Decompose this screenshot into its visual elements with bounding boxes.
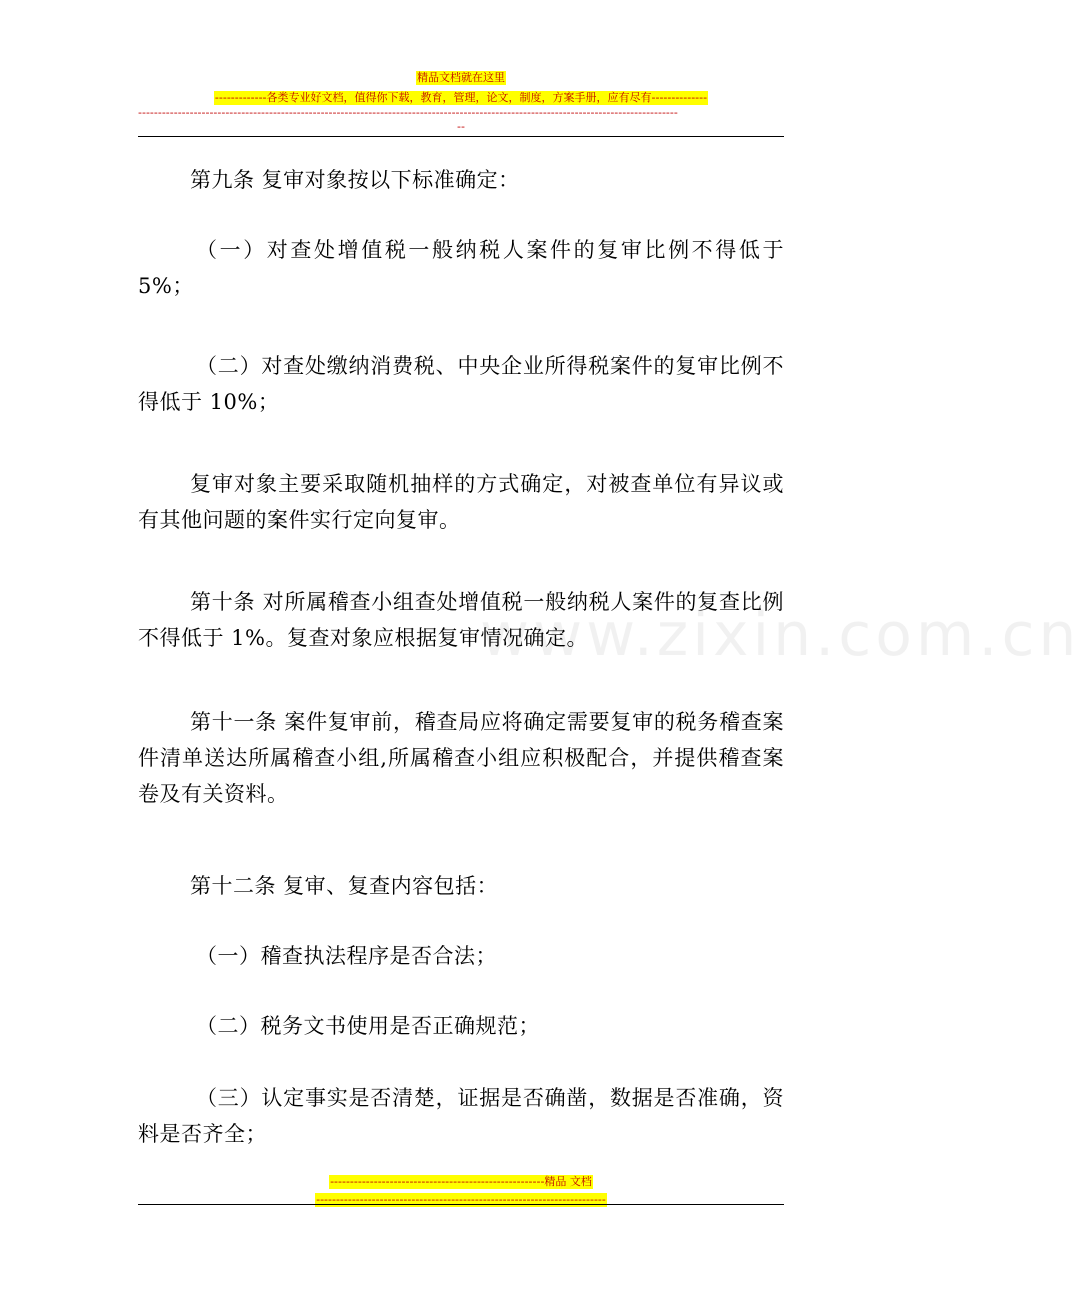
article-9-heading: 第九条 复审对象按以下标准确定： xyxy=(190,168,520,192)
article-11: 第十一条 案件复审前，稽查局应将确定需要复审的税务稽查案件清单送达所属稽查小组,所属稽查小组应积极配合，并提供稽查案卷及有关资料。 xyxy=(138,710,784,806)
header-dash-line: ---------------------------------------------------------------------------------------------------------------------------------------- xyxy=(138,106,678,119)
footer-rule xyxy=(138,1204,784,1205)
header-title: 精品文档就在这里 xyxy=(417,71,505,84)
header-dash-tail: -- xyxy=(457,120,465,133)
watermark: www.zixin.com.cn xyxy=(480,600,1080,670)
header-subtitle: -------------各类专业好文档，值得你下载，教育，管理，论文，制度，方案手册，应有尽有-------------- xyxy=(214,91,708,104)
header-subtitle-wrap xyxy=(138,86,784,105)
article-12-heading: 第十二条 复审、复查内容包括： xyxy=(190,874,499,898)
article-12-item-2: （二）税务文书使用是否正确规范； xyxy=(196,1014,540,1038)
article-12-item-3: （三）认定事实是否清楚，证据是否确凿，数据是否准确，资料是否齐全； xyxy=(138,1086,784,1146)
footer-line-1-wrap xyxy=(138,1170,784,1189)
header-rule xyxy=(138,136,784,137)
article-9-item-1: （一）对查处增值税一般纳税人案件的复审比例不得低于 5%； xyxy=(138,238,784,298)
footer-line-1: ------------------------------------------------------精品 文档 xyxy=(330,1175,592,1188)
article-9-item-2: （二）对查处缴纳消费税、中央企业所得税案件的复审比例不得低于 10%； xyxy=(138,354,784,414)
header-title-wrap xyxy=(138,66,784,85)
article-10: 第十条 对所属稽查小组查处增值税一般纳税人案件的复查比例不得低于 1%。复查对象应根据复审情况确定。 xyxy=(138,590,784,650)
article-9-note: 复审对象主要采取随机抽样的方式确定，对被查单位有异议或有其他问题的案件实行定向复审。 xyxy=(138,472,784,532)
footer-line-2: ------------------------------------------------------------------------- xyxy=(316,1193,606,1206)
article-12-item-1: （一）稽查执法程序是否合法； xyxy=(196,944,497,968)
